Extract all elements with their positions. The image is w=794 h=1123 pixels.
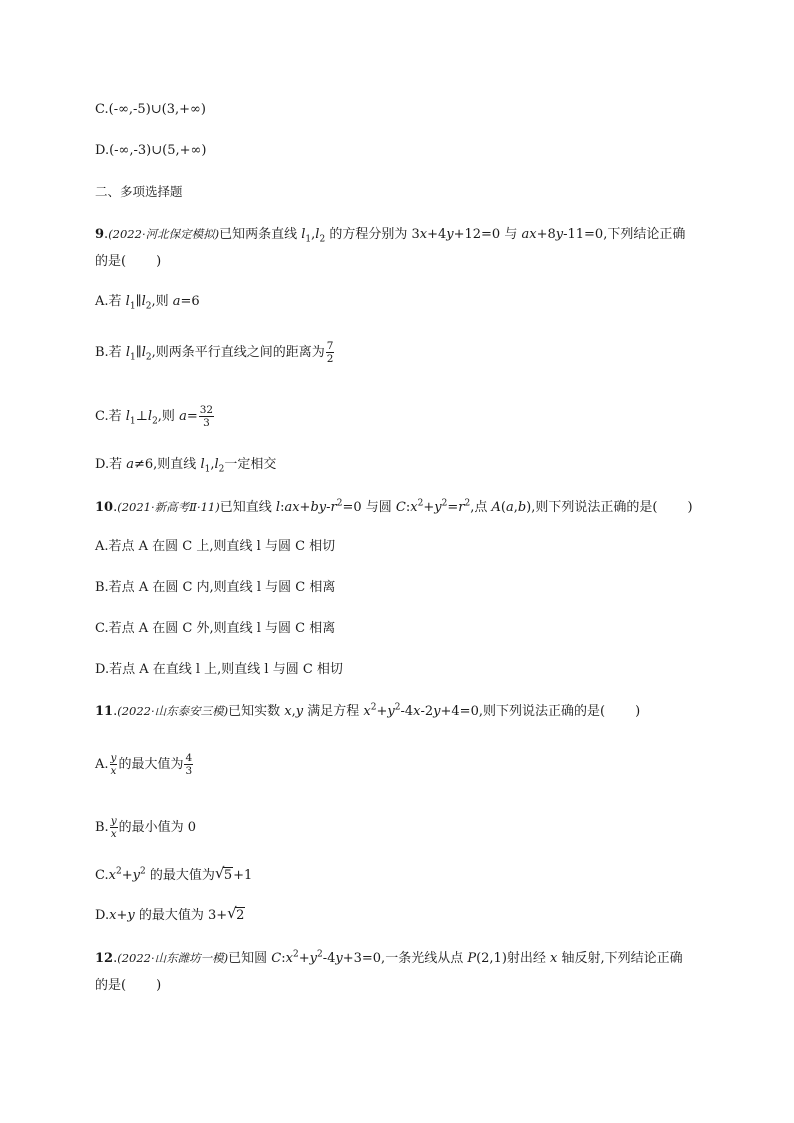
question-9-option-c: C.若 $l_1\perp l_2$,则 a= $\frac{32}{3}$ bbox=[95, 404, 214, 429]
question-11-option-a: A. $\frac{y}{x}$ 的最大值为 $\frac{4}{3}$ bbox=[95, 752, 193, 777]
sqrt: √ 5 bbox=[214, 864, 233, 883]
question-11-option-c: $C.x^2+y^2$ 的最大值为 √ 5+1 bbox=[95, 866, 252, 886]
question-9-option-d: D.若 a≠6,则直线 $l_1,l_2$一定相交 bbox=[95, 457, 277, 475]
question-9-stem-cont: 的是( ) bbox=[95, 254, 162, 269]
question-10-option-b: B.若点 A 在圆 C 内,则直线 l 与圆 C 相离 bbox=[95, 580, 336, 595]
question-11-option-b: B. $\frac{y}{x}$ 的最小值为 0 bbox=[95, 815, 197, 840]
fraction: $\frac{y}{x}$ bbox=[110, 815, 117, 840]
question-12-stem-cont: 的是( ) bbox=[95, 978, 162, 993]
fraction: $\frac{32}{3}$ bbox=[199, 404, 214, 429]
option-d-prev: D.(-∞,-3)∪(5,+∞) bbox=[95, 143, 207, 158]
question-9-option-b: B.若 $l_1\parallel l_2$,则两条平行直线之间的距离为 $\frac{7}{2}$ bbox=[95, 340, 334, 365]
fraction: $\frac{y}{x}$ bbox=[110, 752, 117, 777]
question-12-stem: 12.(2022·山东潍坊一模)已知圆 $C:x^2+y^2-4y+3=0$,一条光线从点 P(2,1)射出经 x 轴反射,下列结论正确 bbox=[95, 949, 683, 966]
fraction: $\frac{7}{2}$ bbox=[326, 340, 334, 365]
option-c-prev: C.(-∞,-5)∪(3,+∞) bbox=[95, 102, 206, 117]
fraction: $\frac{4}{3}$ bbox=[185, 752, 193, 777]
question-10-option-d: D.若点 A 在直线 l 上,则直线 l 与圆 C 相切 bbox=[95, 662, 343, 677]
question-11-option-d: D.x+y 的最大值为 3+ √ 2 bbox=[95, 906, 245, 926]
question-11-stem: 11.(2022·山东泰安三模)已知实数 x,y 满足方程 $x^2+y^2-4x-2y+4=0$,则下列说法正确的是( ) bbox=[95, 702, 641, 719]
question-10-option-c: C.若点 A 在圆 C 外,则直线 l 与圆 C 相离 bbox=[95, 621, 336, 636]
sqrt: √ 2 bbox=[227, 904, 245, 923]
question-10-stem: 10.(2021·新高考Ⅱ·11)已知直线 $l:ax+by-r^2=0$ 与圆 $C:x^2+y^2=r^2$,点 A(a,b),则下列说法正确的是( ) bbox=[95, 498, 693, 515]
section-title: 二、多项选择题 bbox=[95, 184, 183, 199]
question-10-option-a: A.若点 A 在圆 C 上,则直线 l 与圆 C 相切 bbox=[95, 539, 336, 554]
question-9-option-a: A.若 $l_1\parallel l_2$,则 a=6 bbox=[95, 294, 200, 312]
question-9-stem: 9.(2022·河北保定模拟)已知两条直线 $l_1,l_2$ 的方程分别为 3x+4y+12=0 与 ax+8y-11=0,下列结论正确 bbox=[95, 227, 686, 245]
